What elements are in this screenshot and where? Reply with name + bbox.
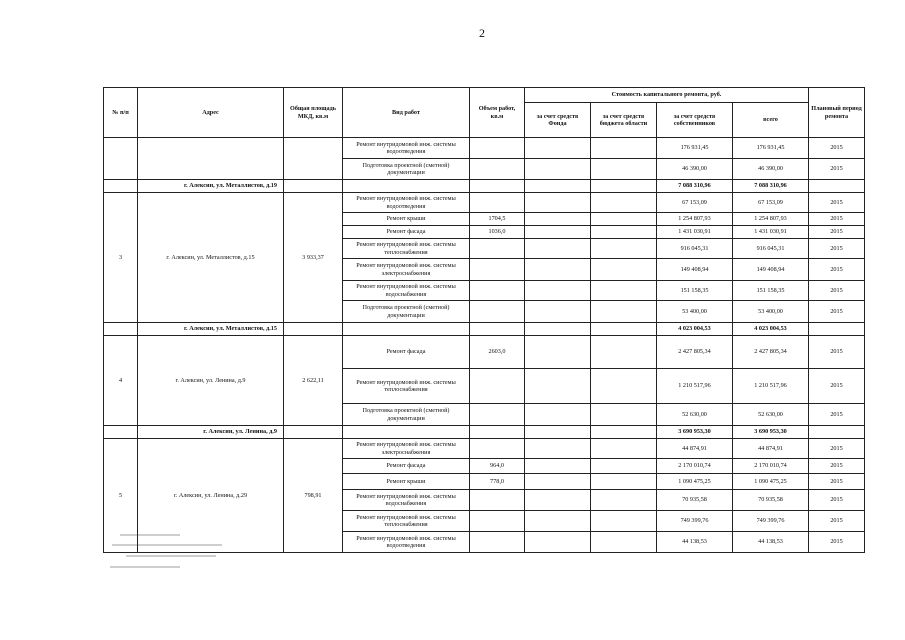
cell-volume [470, 180, 525, 193]
table-row [104, 138, 865, 159]
cell-owners: 2 427 805,34 [657, 336, 733, 369]
cell-fund [525, 532, 591, 553]
group-num: 5 [104, 439, 138, 553]
cell-fund [525, 213, 591, 226]
subtotal-address: г. Алексин, ул. Ленина, д.9 [138, 426, 284, 439]
cell-volume [470, 439, 525, 459]
cell-total: 67 153,09 [733, 193, 809, 213]
group-address: г. Алексин, ул. Ленина, д.9 [138, 336, 284, 426]
cell-budget [591, 213, 657, 226]
subtotal-address: г. Алексин, ул. Металлистов, д.19 [138, 180, 284, 193]
header-area: Общая площадь МКД, кв.м [284, 88, 343, 138]
cell-work [343, 426, 470, 439]
header-address: Адрес [138, 88, 284, 138]
page-number: 2 [479, 26, 485, 40]
cell-volume [470, 511, 525, 532]
cell-period: 2015 [809, 213, 865, 226]
cell-period: 2015 [809, 532, 865, 553]
cell-budget [591, 369, 657, 404]
cell-budget [591, 239, 657, 259]
cell-owners: 70 935,58 [657, 490, 733, 511]
cell-owners: 149 408,94 [657, 259, 733, 281]
cell-work: Ремонт внутридомовой инж. системы водоснабжения [343, 490, 470, 511]
header-owners: за счет средств собственников [657, 103, 733, 138]
subtotal-row [104, 180, 865, 193]
cell-owners: 749 399,76 [657, 511, 733, 532]
cell-volume: 778,0 [470, 474, 525, 490]
cell-volume [470, 259, 525, 281]
cell-fund [525, 439, 591, 459]
cell-owners: 53 400,00 [657, 301, 733, 323]
cell-volume [470, 301, 525, 323]
cell-owners: 2 170 010,74 [657, 459, 733, 474]
cell-fund [525, 404, 591, 426]
cell-volume: 964,0 [470, 459, 525, 474]
cell-owners: 916 045,31 [657, 239, 733, 259]
header-num: № п/п [104, 88, 138, 138]
cell-budget [591, 180, 657, 193]
header-work: Вид работ [343, 88, 470, 138]
cell-total: 176 931,45 [733, 138, 809, 159]
cell-total: 1 254 807,93 [733, 213, 809, 226]
cell-num [104, 426, 138, 439]
header-fund: за счет средств Фонда [525, 103, 591, 138]
cell-budget [591, 193, 657, 213]
cell-work: Ремонт крыши [343, 474, 470, 490]
capital-repair-table [103, 87, 865, 553]
cell-area [284, 426, 343, 439]
cell-budget [591, 511, 657, 532]
cell-fund [525, 259, 591, 281]
cell-work: Ремонт внутридомовой инж. системы водоотведения [343, 193, 470, 213]
cell-budget [591, 426, 657, 439]
cell-period [809, 180, 865, 193]
cell-budget [591, 301, 657, 323]
cell-total: 53 400,00 [733, 301, 809, 323]
cell-volume [470, 323, 525, 336]
cell-owners: 1 254 807,93 [657, 213, 733, 226]
cell-owners: 1 210 517,96 [657, 369, 733, 404]
cell-volume [470, 138, 525, 159]
cell-budget [591, 459, 657, 474]
cell-period: 2015 [809, 239, 865, 259]
cell-period: 2015 [809, 193, 865, 213]
group-area: 3 933,37 [284, 193, 343, 323]
cell-period [809, 323, 865, 336]
cell-work: Ремонт внутридомовой инж. системы водоотведения [343, 532, 470, 553]
subtotal-address: г. Алексин, ул. Металлистов, д.15 [138, 323, 284, 336]
cell-volume [470, 404, 525, 426]
cell-fund [525, 323, 591, 336]
cell-period: 2015 [809, 404, 865, 426]
cell-budget [591, 474, 657, 490]
cell-volume: 1704,5 [470, 213, 525, 226]
cell-budget [591, 226, 657, 239]
cell-work: Ремонт внутридомовой инж. системы теплоснабжения [343, 369, 470, 404]
table-row [104, 439, 865, 459]
cell-period [809, 426, 865, 439]
cell-total: 149 408,94 [733, 259, 809, 281]
cell-period: 2015 [809, 159, 865, 180]
cell-owners: 1 090 475,25 [657, 474, 733, 490]
cell-total: 916 045,31 [733, 239, 809, 259]
cell-period: 2015 [809, 490, 865, 511]
cell-fund [525, 459, 591, 474]
cell-owners: 46 390,00 [657, 159, 733, 180]
cell-fund [525, 490, 591, 511]
cell-fund [525, 474, 591, 490]
cell-total: 44 874,91 [733, 439, 809, 459]
cell-address [138, 138, 284, 180]
cell-total: 2 427 805,34 [733, 336, 809, 369]
cell-period: 2015 [809, 259, 865, 281]
cell-fund [525, 193, 591, 213]
cell-period: 2015 [809, 336, 865, 369]
cell-total: 70 935,58 [733, 490, 809, 511]
cell-work: Ремонт крыши [343, 213, 470, 226]
cell-work: Ремонт фасада [343, 336, 470, 369]
cell-period: 2015 [809, 138, 865, 159]
cell-owners: 176 931,45 [657, 138, 733, 159]
group-area: 2 622,11 [284, 336, 343, 426]
cell-total: 749 399,76 [733, 511, 809, 532]
cell-total: 1 090 475,25 [733, 474, 809, 490]
subtotal-owners: 3 690 953,30 [657, 426, 733, 439]
subtotal-owners: 4 023 004,53 [657, 323, 733, 336]
cell-period: 2015 [809, 511, 865, 532]
header-total: всего [733, 103, 809, 138]
cell-volume [470, 532, 525, 553]
cell-work: Подготовка проектной (сметной) документации [343, 159, 470, 180]
cell-work [343, 180, 470, 193]
cell-total: 46 390,00 [733, 159, 809, 180]
cell-num [104, 138, 138, 180]
cell-volume [470, 490, 525, 511]
cell-fund [525, 511, 591, 532]
table-row [104, 193, 865, 213]
cell-work [343, 323, 470, 336]
cell-budget [591, 532, 657, 553]
cell-volume [470, 193, 525, 213]
cell-budget [591, 336, 657, 369]
cell-volume: 2603,0 [470, 336, 525, 369]
cell-total: 1 210 517,96 [733, 369, 809, 404]
header-volume: Объем работ, кв.м [470, 88, 525, 138]
cell-budget [591, 490, 657, 511]
cell-num [104, 323, 138, 336]
cell-volume: 1036,0 [470, 226, 525, 239]
subtotal-row [104, 323, 865, 336]
cell-volume [470, 159, 525, 180]
cell-work: Ремонт внутридомовой инж. системы водоотведения [343, 138, 470, 159]
cell-work: Ремонт внутридомовой инж. системы электроснабжения [343, 259, 470, 281]
cell-fund [525, 180, 591, 193]
cell-work: Ремонт внутридомовой инж. системы теплоснабжения [343, 239, 470, 259]
header-cost-group: Стоимость капитального ремонта, руб. [525, 88, 809, 103]
cell-budget [591, 439, 657, 459]
cell-work: Ремонт внутридомовой инж. системы электроснабжения [343, 439, 470, 459]
cell-budget [591, 159, 657, 180]
cell-fund [525, 426, 591, 439]
subtotal-total: 3 690 953,30 [733, 426, 809, 439]
cell-area [284, 138, 343, 180]
cell-budget [591, 281, 657, 301]
subtotal-total: 4 023 004,53 [733, 323, 809, 336]
cell-work: Ремонт фасада [343, 459, 470, 474]
cell-area [284, 323, 343, 336]
group-address: г. Алексин, ул. Ленина, д.29 [138, 439, 284, 553]
cell-fund [525, 138, 591, 159]
header-period: Плановый период ремонта [809, 88, 865, 138]
subtotal-total: 7 088 310,96 [733, 180, 809, 193]
subtotal-row [104, 426, 865, 439]
table-row [104, 336, 865, 369]
cell-fund [525, 239, 591, 259]
cell-num [104, 180, 138, 193]
cell-fund [525, 301, 591, 323]
cell-owners: 52 630,00 [657, 404, 733, 426]
group-address: г. Алексин, ул. Металлистов, д.15 [138, 193, 284, 323]
cell-fund [525, 281, 591, 301]
cell-work: Ремонт внутридомовой инж. системы теплоснабжения [343, 511, 470, 532]
cell-period: 2015 [809, 281, 865, 301]
cell-budget [591, 404, 657, 426]
cell-work: Подготовка проектной (сметной) документации [343, 404, 470, 426]
cell-volume [470, 239, 525, 259]
cell-total: 52 630,00 [733, 404, 809, 426]
cell-fund [525, 336, 591, 369]
cell-budget [591, 138, 657, 159]
cell-total: 44 138,53 [733, 532, 809, 553]
cell-owners: 1 431 030,91 [657, 226, 733, 239]
cell-volume [470, 281, 525, 301]
cell-work: Ремонт фасада [343, 226, 470, 239]
cell-volume [470, 369, 525, 404]
cell-owners: 151 158,35 [657, 281, 733, 301]
cell-period: 2015 [809, 301, 865, 323]
header-row-1 [104, 88, 865, 103]
cell-fund [525, 369, 591, 404]
cell-total: 1 431 030,91 [733, 226, 809, 239]
cell-work: Ремонт внутридомовой инж. системы водоснабжения [343, 281, 470, 301]
cell-total: 151 158,35 [733, 281, 809, 301]
group-num: 4 [104, 336, 138, 426]
cell-area [284, 180, 343, 193]
cell-period: 2015 [809, 226, 865, 239]
cell-period: 2015 [809, 439, 865, 459]
cell-period: 2015 [809, 459, 865, 474]
cell-period: 2015 [809, 369, 865, 404]
cell-owners: 44 874,91 [657, 439, 733, 459]
cell-volume [470, 426, 525, 439]
cell-period: 2015 [809, 474, 865, 490]
cell-budget [591, 323, 657, 336]
cell-fund [525, 226, 591, 239]
cell-budget [591, 259, 657, 281]
cell-work: Подготовка проектной (сметной) документации [343, 301, 470, 323]
subtotal-owners: 7 088 310,96 [657, 180, 733, 193]
cell-fund [525, 159, 591, 180]
group-area: 798,91 [284, 439, 343, 553]
cell-total: 2 170 010,74 [733, 459, 809, 474]
cell-owners: 44 138,53 [657, 532, 733, 553]
header-budget: за счет средств бюджета области [591, 103, 657, 138]
group-num: 3 [104, 193, 138, 323]
cell-owners: 67 153,09 [657, 193, 733, 213]
